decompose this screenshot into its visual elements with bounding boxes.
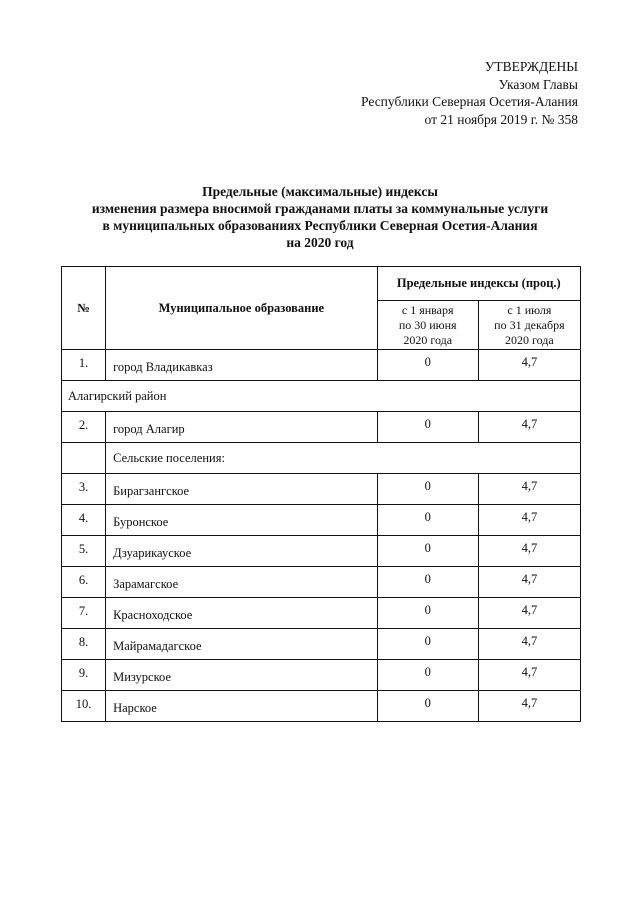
table-row (62, 474, 581, 505)
approval-stamp (361, 58, 578, 128)
row-number: 3. (62, 474, 106, 505)
period-1-line-2: по 30 июня (398, 317, 457, 332)
title-line-4: на 2020 год (286, 235, 354, 250)
index-period-2: 4,7 (478, 474, 580, 505)
title-line-3: в муниципальных образованиях Республики Северная Осетия-Алания (102, 218, 538, 233)
period-1-line-3: 2020 года (403, 332, 453, 347)
index-period-1: 0 (377, 598, 478, 629)
subhead-empty-cell (62, 443, 106, 474)
period-2-line-3: 2020 года (505, 332, 554, 347)
table-row (62, 567, 581, 598)
table-row (62, 629, 581, 660)
table-row (62, 536, 581, 567)
index-period-1: 0 (377, 474, 478, 505)
header-period-2 (478, 301, 580, 350)
table-row (62, 412, 581, 443)
municipality-name: Красноходское (106, 598, 378, 629)
indices-table (61, 266, 581, 722)
region-name: Алагирский район (62, 381, 581, 412)
period-2-line-2: по 31 декабря (494, 317, 565, 332)
index-period-1: 0 (377, 567, 478, 598)
municipality-name: Дзуарикауское (106, 536, 378, 567)
subhead-row (62, 443, 581, 474)
header-period-1 (377, 301, 478, 350)
municipality-name: Буронское (106, 505, 378, 536)
municipality-name: город Алагир (106, 412, 378, 443)
municipality-name: Майрамадагское (106, 629, 378, 660)
table-row (62, 598, 581, 629)
row-number: 2. (62, 412, 106, 443)
title-line-1: Предельные (максимальные) индексы (202, 184, 438, 199)
index-period-2: 4,7 (478, 536, 580, 567)
index-period-1: 0 (377, 505, 478, 536)
period-1-line-1: с 1 января (401, 302, 454, 317)
header-municipality: Муниципальное образование (106, 267, 378, 350)
period-2-line-1: с 1 июля (507, 302, 552, 317)
document-title (40, 183, 600, 251)
row-number: 9. (62, 660, 106, 691)
table-row (62, 350, 581, 381)
row-number: 5. (62, 536, 106, 567)
table-row (62, 505, 581, 536)
index-period-2: 4,7 (478, 660, 580, 691)
index-period-2: 4,7 (478, 691, 580, 722)
row-number: 4. (62, 505, 106, 536)
table-row (62, 691, 581, 722)
approval-heading: УТВЕРЖДЕНЫ (484, 59, 578, 74)
row-number: 7. (62, 598, 106, 629)
header-num: № (62, 267, 106, 350)
municipality-name: город Владикавказ (106, 350, 378, 381)
index-period-2: 4,7 (478, 412, 580, 443)
municipality-name: Бирагзангское (106, 474, 378, 505)
index-period-2: 4,7 (478, 629, 580, 660)
row-number: 8. (62, 629, 106, 660)
index-period-2: 4,7 (478, 505, 580, 536)
index-period-1: 0 (377, 350, 478, 381)
table-row (62, 660, 581, 691)
municipality-name: Нарское (106, 691, 378, 722)
rural-settlements-label: Сельские поселения: (106, 443, 581, 474)
approval-decree: Указом Главы (498, 76, 578, 92)
row-number: 6. (62, 567, 106, 598)
municipality-name: Мизурское (106, 660, 378, 691)
region-row (62, 381, 581, 412)
index-period-1: 0 (377, 660, 478, 691)
index-period-1: 0 (377, 412, 478, 443)
index-period-1: 0 (377, 629, 478, 660)
header-indices: Предельные индексы (проц.) (377, 267, 580, 301)
index-period-2: 4,7 (478, 598, 580, 629)
approval-republic: Республики Северная Осетия-Алания (361, 94, 578, 109)
index-period-1: 0 (377, 536, 478, 567)
municipality-name: Зарамагское (106, 567, 378, 598)
row-number: 1. (62, 350, 106, 381)
title-line-2: изменения размера вносимой гражданами платы за коммунальные услуги (91, 201, 549, 216)
index-period-1: 0 (377, 691, 478, 722)
index-period-2: 4,7 (478, 567, 580, 598)
approval-date: от 21 ноября 2019 г. № 358 (424, 111, 578, 127)
row-number: 10. (62, 691, 106, 722)
index-period-2: 4,7 (478, 350, 580, 381)
